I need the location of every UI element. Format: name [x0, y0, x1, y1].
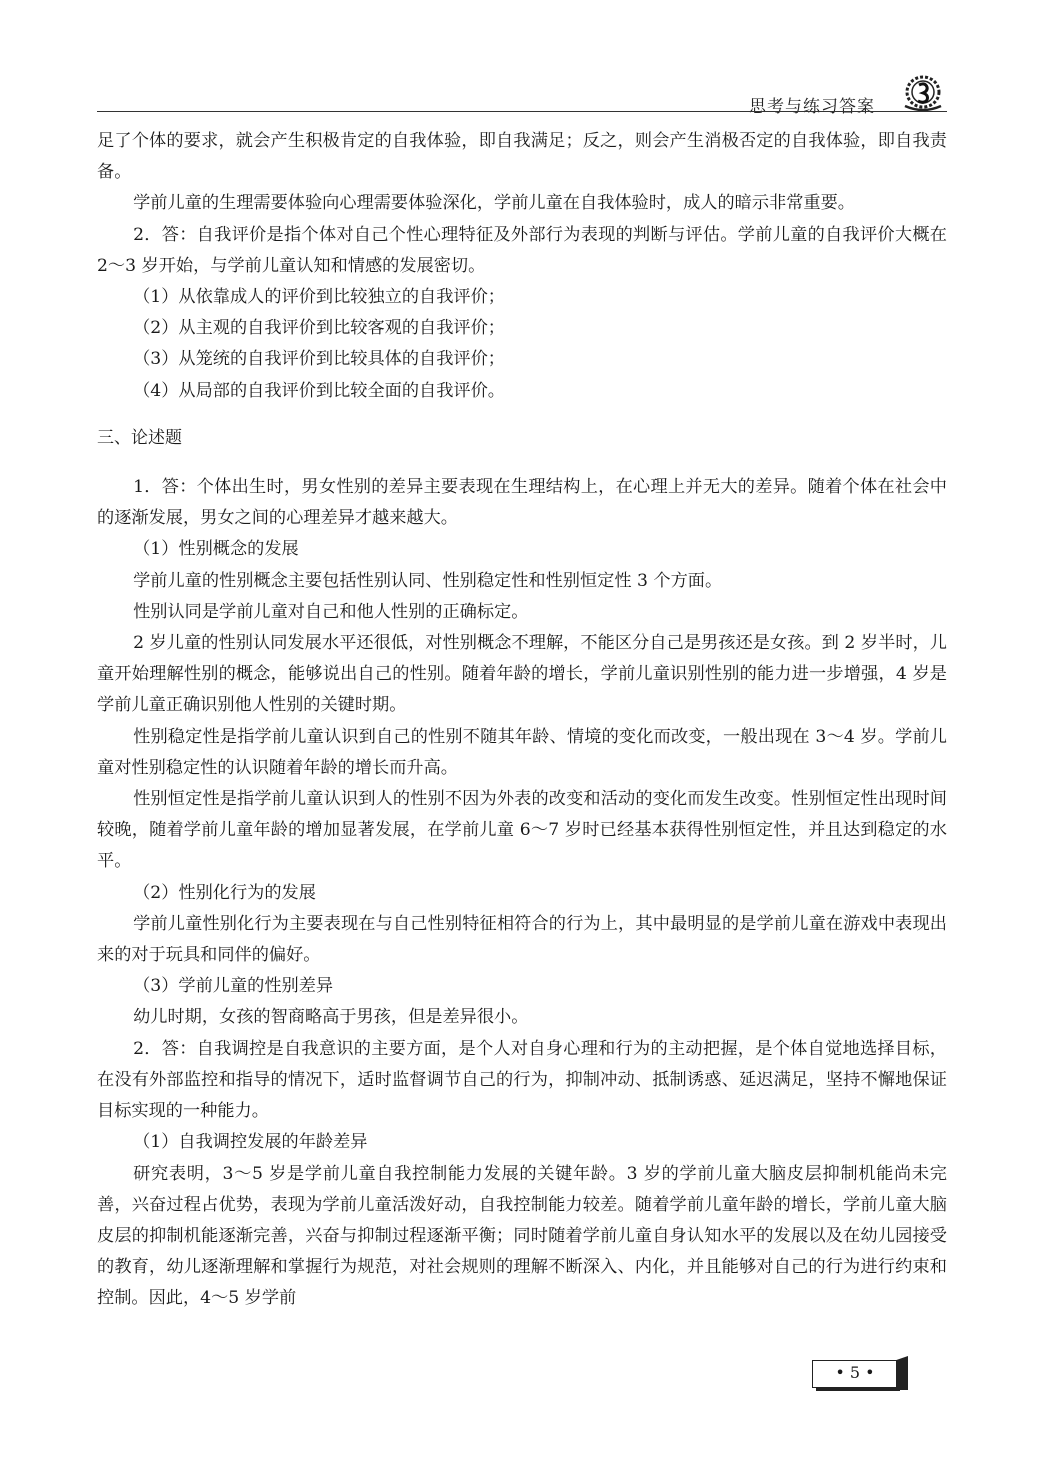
paragraph: 2 岁儿童的性别认同发展水平还很低，对性别概念不理解，不能区分自己是男孩还是女孩。到 2 岁半时，儿童开始理解性别的概念，能够说出自己的性别。随着年龄的增长，学前儿童识别性别的能力进一步增强，4 岁是学前儿童正确识别他人性别的关键时期。: [97, 633, 947, 716]
section-heading: 三、论述题: [97, 427, 182, 448]
paragraph: 1．答：个体出生时，男女性别的差异主要表现在生理结构上，在心理上并无大的差异。随着个体在社会中的逐渐发展，男女之间的心理差异才越来越大。: [97, 477, 947, 529]
list-item: （3）从笼统的自我评价到比较具体的自我评价；: [133, 349, 505, 370]
paragraph: 2．答：自我调控是自我意识的主要方面，是个人对自身心理和行为的主动把握，是个体自觉地选择目标，在没有外部监控和指导的情况下，适时监督调节自己的行为，抑制冲动、抵制诱惑、延迟满足，坚持不懈地保证目标实现的一种能力。: [97, 1038, 947, 1122]
page-footer: [812, 1360, 908, 1394]
header-rule: [97, 111, 947, 112]
paragraph: 性别认同是学前儿童对自己和他人性别的正确标定。: [133, 601, 529, 622]
list-item: （1）从依靠成人的评价到比较独立的自我评价；: [133, 287, 505, 308]
wreath-number-logo-icon: [899, 72, 947, 112]
list-item: （4）从局部的自我评价到比较全面的自我评价。: [133, 380, 505, 401]
paragraph: 足了个体的要求，就会产生积极肯定的自我体验，即自我满足；反之，则会产生消极否定的自我体验，即自我责备。: [97, 131, 947, 183]
subheading: （1）自我调控发展的年龄差异: [133, 1132, 368, 1153]
subheading: （1）性别概念的发展: [133, 539, 299, 560]
paragraph: 性别稳定性是指学前儿童认识到自己的性别不随其年龄、情境的变化而改变，一般出现在 3～4 岁。学前儿童对性别稳定性的认识随着年龄的增长而升高。: [97, 726, 947, 778]
page-number: • 5 •: [835, 1363, 875, 1382]
paragraph: 研究表明，3～5 岁是学前儿童自我控制能力发展的关键年龄。3 岁的学前儿童大脑皮层抑制机能尚未完善，兴奋过程占优势，表现为学前儿童活泼好动，自我控制能力较差。随着学前儿童年龄的增长，学前儿童大脑皮层的抑制机能逐渐完善，兴奋与抑制过程逐渐平衡；同时随着学前儿童自身认知水平的发展以及在幼儿园接受的教育，幼儿逐渐理解和掌握行为规范，对社会规则的理解不断深入、内化，并且能够对自己的行为进行约束和控制。因此，4～5 岁学前: [97, 1163, 947, 1309]
paragraph: 学前儿童的性别概念主要包括性别认同、性别稳定性和性别恒定性 3 个方面。: [133, 570, 723, 591]
subheading: （3）学前儿童的性别差异: [133, 976, 334, 997]
list-item: （2）从主观的自我评价到比较客观的自我评价；: [133, 318, 505, 339]
page-content: [97, 126, 947, 1315]
header-title: 思考与练习答案: [749, 97, 875, 117]
paragraph: 学前儿童性别化行为主要表现在与自己性别特征相符合的行为上，其中最明显的是学前儿童在游戏中表现出来的对于玩具和同伴的偏好。: [97, 913, 947, 966]
page-corner-tab: [896, 1356, 908, 1390]
page-box-shadow: [816, 1388, 900, 1391]
paragraph: 幼儿时期，女孩的智商略高于男孩，但是差异很小。: [133, 1007, 529, 1028]
paragraph: 性别恒定性是指学前儿童认识到人的性别不因为外表的改变和活动的变化而发生改变。性别恒定性出现时间较晚，随着学前儿童年龄的增加显著发展，在学前儿童 6～7 岁时已经基本获得性别恒定性，并且达到稳定的水平。: [97, 789, 947, 872]
page-header: [97, 70, 947, 117]
paragraph: 2．答：自我评价是指个体对自己个性心理特征及外部行为表现的判断与评估。学前儿童的自我评价大概在 2～3 岁开始，与学前儿童认知和情感的发展密切。: [97, 224, 947, 276]
paragraph: 学前儿童的生理需要体验向心理需要体验深化，学前儿童在自我体验时，成人的暗示非常重要。: [133, 193, 855, 214]
subheading: （2）性别化行为的发展: [133, 882, 316, 903]
